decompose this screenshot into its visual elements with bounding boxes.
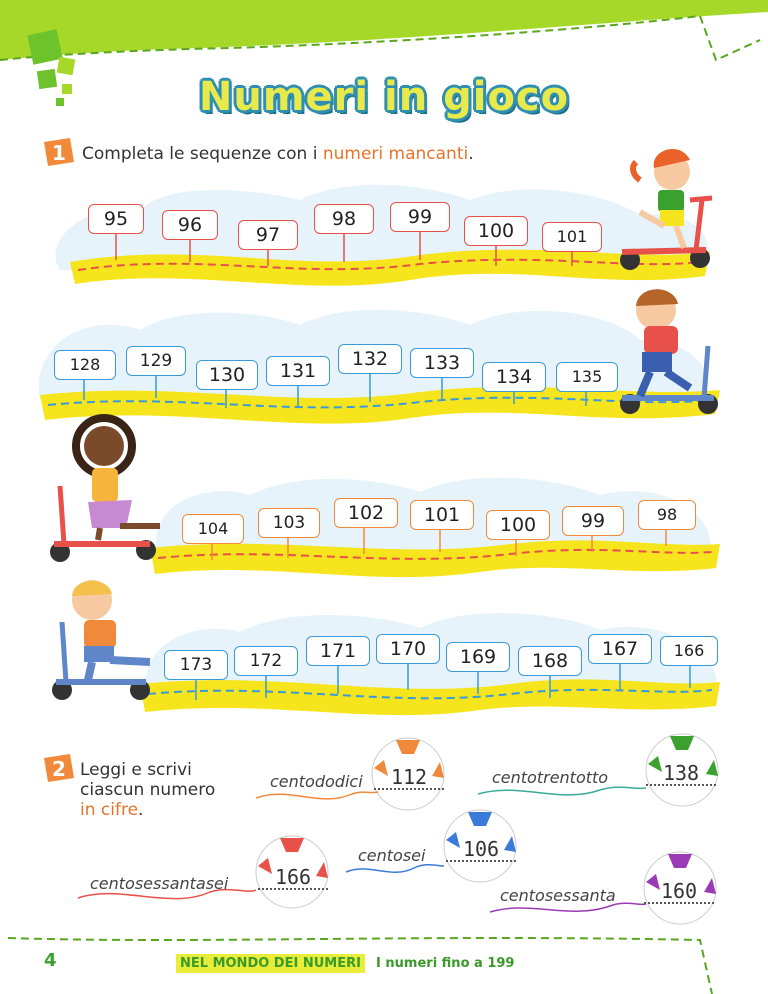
instruction-text: Completa le sequenze con i	[82, 144, 323, 164]
instruction-line-1: Leggi e scrivi	[80, 760, 192, 780]
word-centododici: centododici	[270, 772, 363, 791]
answer-field-centosessantasei[interactable]: 166	[258, 866, 328, 890]
sequence-4-box-2: 172	[234, 646, 298, 676]
exercise-1-number: 1	[52, 141, 66, 165]
sequence-1-box-6: 100	[464, 216, 528, 246]
sequence-2-box-4: 131	[266, 356, 330, 386]
sequence-1-box-3: 97	[238, 220, 298, 250]
kid-scooter-4-illustration	[52, 580, 150, 700]
sequence-2-box-2: 129	[126, 346, 186, 376]
answer-field-centododici[interactable]: 112	[374, 766, 444, 790]
word-centosei: centosei	[358, 846, 426, 865]
square-decoration	[27, 29, 63, 65]
exercise-2-instruction	[80, 760, 215, 820]
sequence-1-box-1: 95	[88, 204, 144, 234]
underline-centododici	[256, 792, 378, 799]
sequence-3-box-4: 101	[410, 500, 474, 530]
sequence-1-box-2: 96	[162, 210, 218, 240]
sequence-3-box-7: 98	[638, 500, 696, 530]
sequence-2-box-8: 135	[556, 362, 618, 392]
instruction-end: .	[138, 800, 144, 820]
sequence-3-box-3: 102	[334, 498, 398, 528]
sequence-2-box-6: 133	[410, 348, 474, 378]
footer	[176, 952, 514, 971]
answer-field-centosei[interactable]: 106	[446, 838, 516, 862]
footer-section: NEL MONDO DEI NUMERI	[176, 954, 365, 973]
sequence-3-box-2: 103	[258, 508, 320, 538]
sequence-1-box-7: 101	[542, 222, 602, 252]
sequence-4-box-4: 170	[376, 634, 440, 664]
answer-field-centosessanta[interactable]: 160	[644, 880, 714, 904]
sequence-4-box-5: 169	[446, 642, 510, 672]
instruction-highlight: in cifre	[80, 800, 139, 820]
sequence-4-box-6: 168	[518, 646, 582, 676]
sequence-3-box-6: 99	[562, 506, 624, 536]
sequence-3-box-1: 104	[182, 514, 244, 544]
word-centotrentotto: centotrentotto	[492, 768, 609, 787]
sequence-2-box-1: 128	[54, 350, 116, 380]
sequence-4-box-8: 166	[660, 636, 718, 666]
answer-field-centotrentotto[interactable]: 138	[646, 762, 716, 786]
sequence-4-box-3: 171	[306, 636, 370, 666]
page-title: Numeri in gioco	[198, 74, 570, 120]
sequence-3-box-5: 100	[486, 510, 550, 540]
instruction-end: .	[468, 144, 474, 164]
row-1-background	[55, 185, 710, 286]
footer-subtitle: I numeri fino a 199	[376, 956, 515, 971]
exercise-1-instruction	[82, 144, 474, 164]
instruction-line-2: ciascun numero	[80, 780, 216, 800]
underline-centotrentotto	[478, 787, 646, 795]
underline-centosei	[346, 865, 444, 873]
word-centosessanta: centosessanta	[500, 886, 616, 905]
sequence-2-box-3: 130	[196, 360, 258, 390]
sequence-4-box-7: 167	[588, 634, 652, 664]
kid-scooter-1-illustration	[620, 149, 712, 270]
sequence-1-box-5: 99	[390, 202, 450, 232]
top-banner	[0, 0, 768, 60]
sequence-1-box-4: 98	[314, 204, 374, 234]
word-centosessantasei: centosessantasei	[90, 874, 229, 893]
page-number: 4	[44, 950, 57, 971]
sequence-4-box-1: 173	[164, 650, 228, 680]
instruction-highlight: numeri mancanti	[322, 144, 469, 164]
exercise-2-number: 2	[52, 757, 66, 781]
sequence-2-box-5: 132	[338, 344, 402, 374]
kid-scooter-3-illustration	[50, 418, 160, 562]
sequence-2-box-7: 134	[482, 362, 546, 392]
